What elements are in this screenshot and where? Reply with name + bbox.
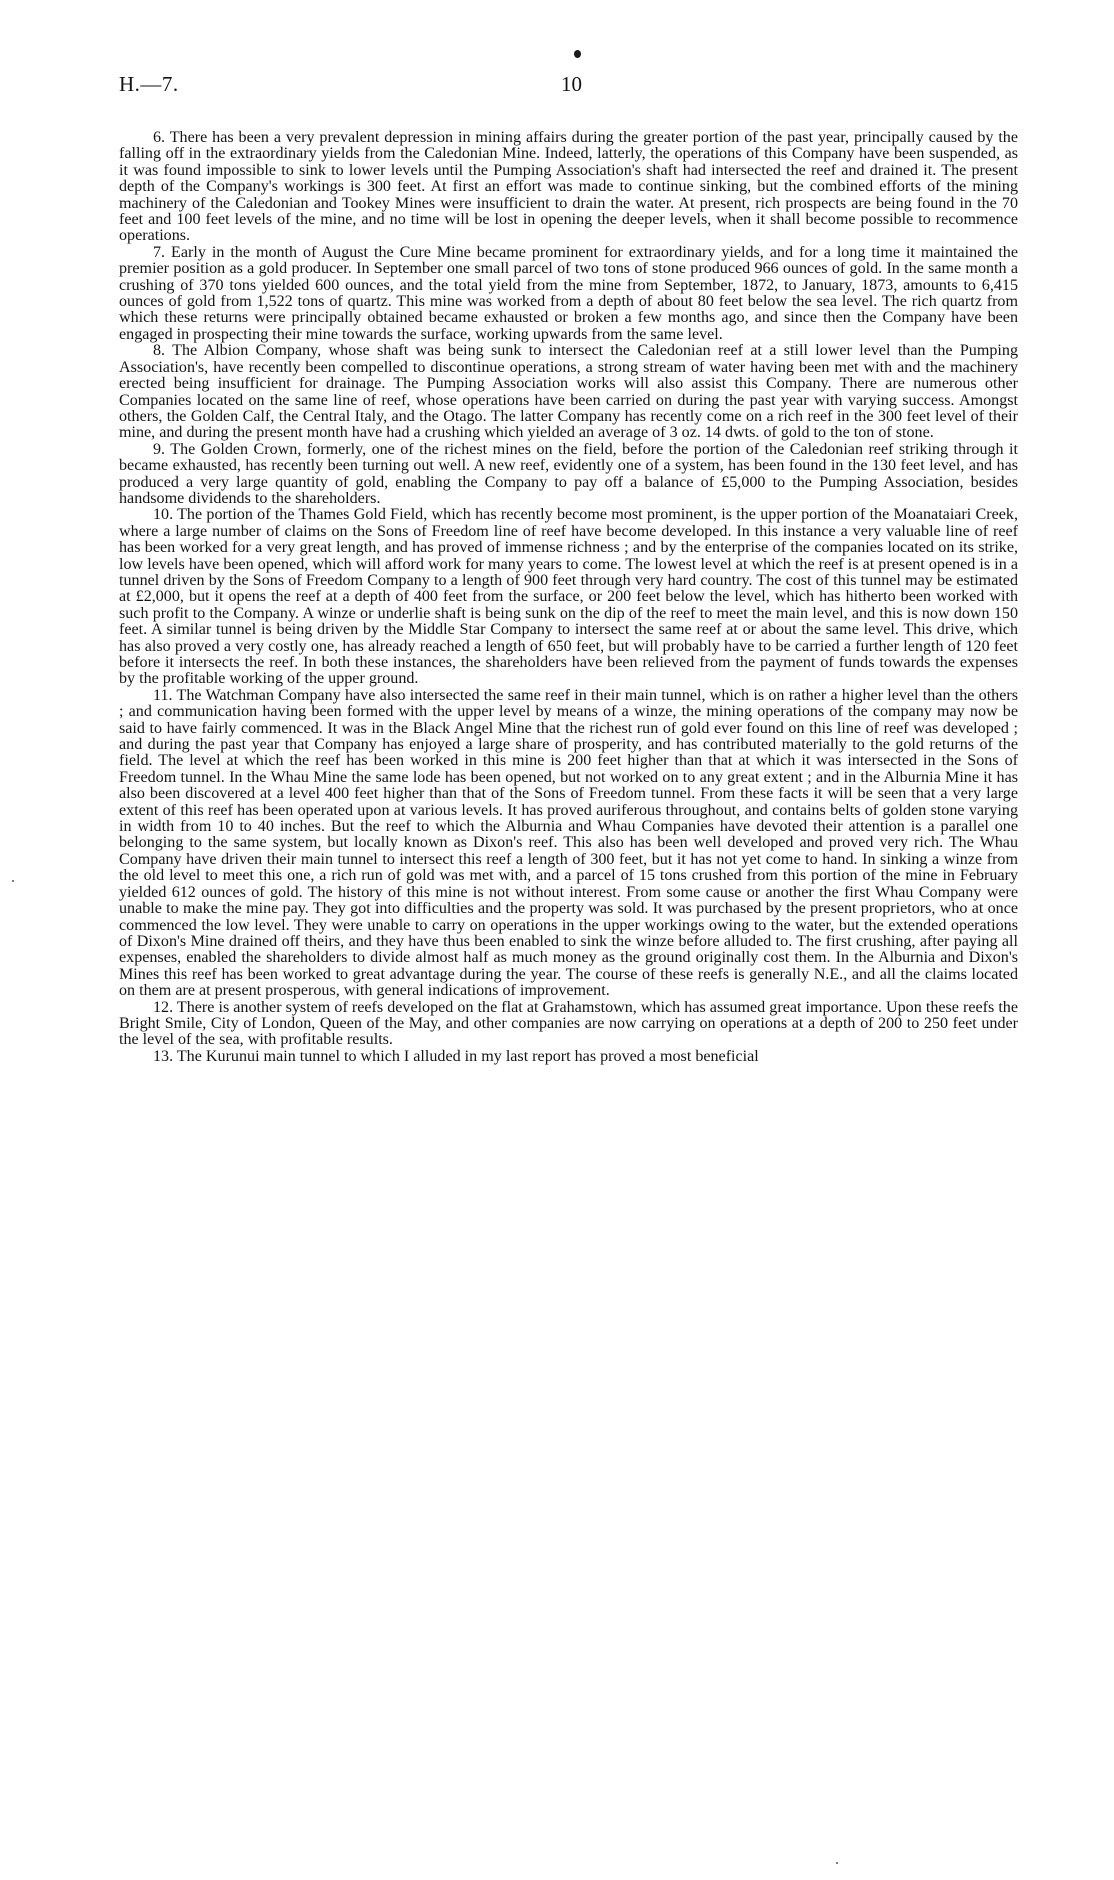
page-number: 10	[561, 72, 582, 96]
paragraph-7: 7. Early in the month of August the Cure Mine became prominent for extraordinary yields, and for a long time it maintained the premier position as a gold producer. In September one small parcel of two tons of stone produced 966 ounces of gold. In the same month a crushing of 370 tons yielded 600 ounces, and the total yield from the mine from September, 1872, to January, 1873, amounts to 6,415 ounces of gold from 1,522 tons of quartz. This mine was worked from a depth of about 80 feet below the sea level. The rich quartz from which these returns were principally obtained became exhausted or broken a few months ago, and since then the Company have been engaged in prospecting their mine towards the surface, working upwards from the same level.	[119, 243, 1018, 343]
scan-speck	[836, 1862, 838, 1864]
paragraph-11: 11. The Watchman Company have also intersected the same reef in their main tunnel, which is on rather a higher level than the others ; and communication having been formed with the upper level by means of a winze, the mining operations of the company may now be said to have fairly commenced. It was in the Black Angel Mine that the richest run of gold ever found on this line of reef was developed ; and during the past year that Company has enjoyed a large share of prosperity, and has contributed materially to the gold returns of the field. The level at which the reef has been worked in this mine is 200 feet higher than that at which it was intersected in the Sons of Freedom tunnel. In the Whau Mine the same lode has been opened, but not worked on to any great extent ; and in the Alburnia Mine it has also been discovered at a level 400 feet higher than that of the Sons of Freedom tunnel. From these facts it will be seen that a very large extent of this reef has been operated upon at various levels. It has proved auriferous throughout, and contains belts of golden stone varying in width from 10 to 40 inches. But the reef to which the Alburnia and Whau Companies have devoted their attention is a parallel one belonging to the same system, but locally known as Dixon's reef. This also has been well developed and proved very rich. The Whau Company have driven their main tunnel to intersect this reef a length of 300 feet, but it has not yet come to hand. In sinking a winze from the old level to meet this one, a rich run of gold was met with, and a parcel of 15 tons crushed from this portion of the mine in February yielded 612 ounces of gold. The history of this mine is not without interest. From some cause or another the first Whau Company were unable to make the mine pay. They got into difficulties and the property was sold. It was purchased by the present proprietors, who at once commenced the low level. They were unable to carry on operations in the upper workings owing to the water, but the extended operations of Dixon's Mine drained off theirs, and they have thus been enabled to sink the winze before alluded to. The first crushing, after paying all expenses, enabled the shareholders to divide almost half as much money as the ground originally cost them. In the Alburnia and Dixon's Mines this reef has been worked to great advantage during the year. The course of these reefs is generally N.E., and all the claims located on them are at present prosperous, with general indications of improvement.	[119, 686, 1018, 1000]
paragraph-6: 6. There has been a very prevalent depression in mining affairs during the greater portion of the past year, principally caused by the falling off in the extraordinary yields from the Caledonian Mine. Indeed, latterly, the operations of this Company have been suspended, as it was found impossible to sink to lower levels until the Pumping Association's shaft had intersected the reef and drained it. The present depth of the Company's workings is 300 feet. At first an effort was made to continue sinking, but the combined efforts of the mining machinery of the Caledonian and Tookey Mines were insufficient to drain the water. At present, rich prospects are being found in the 70 feet and 100 feet levels of the mine, and no time will be lost in opening the deeper levels, when it shall become possible to recommence operations.	[119, 129, 1018, 245]
document-reference: H.—7.	[119, 72, 179, 96]
paragraph-13: 13. The Kurunui main tunnel to which I alluded in my last report has proved a most beneficial	[153, 1047, 759, 1065]
scan-speck	[12, 880, 14, 882]
running-header	[119, 72, 1019, 102]
paragraph-10: 10. The portion of the Thames Gold Field, which has recently become most prominent, is the upper portion of the Moanataiari Creek, where a large number of claims on the Sons of Freedom line of reef have become developed. In this instance a very valuable line of reef has been worked for a very great length, and has proved of immense richness ; and by the enterprise of the companies located on its strike, low levels have been opened, which will afford work for many years to come. The lowest level at which the reef is at present opened is in a tunnel driven by the Sons of Freedom Company to a length of 900 feet through very hard country. The cost of this tunnel may be estimated at £2,000, but it opens the reef at a depth of 400 feet from the surface, or 200 feet below the level, which has hitherto been worked with such profit to the Company. A winze or underlie shaft is being sunk on the dip of the reef to meet the main level, and this is now down 150 feet. A similar tunnel is being driven by the Middle Star Company to intersect the same reef at or about the same level. This drive, which has also proved a very costly one, has already reached a length of 650 feet, but will probably have to be carried a further length of 120 feet before it intersects the reef. In both these instances, the shareholders have been relieved from the payment of funds towards the expenses by the profitable working of the upper ground.	[119, 506, 1018, 688]
paragraph-12: 12. There is another system of reefs developed on the flat at Grahamstown, which has assumed great importance. Upon these reefs the Bright Smile, City of London, Queen of the May, and other companies are now carrying on operations at a depth of 200 to 250 feet under the level of the sea, with profitable results.	[119, 998, 1018, 1049]
report-body	[119, 130, 1018, 1065]
ink-dot-mark	[574, 50, 581, 58]
paragraph-8: 8. The Albion Company, whose shaft was being sunk to intersect the Caledonian reef at a still lower level than the Pumping Association's, have recently been compelled to discontinue operations, a strong stream of water having been met with and the machinery erected being insufficient for drainage. The Pumping Association works will also assist this Company. There are numerous other Companies located on the same line of reef, whose operations have been carried on during the past year with varying success. Amongst others, the Golden Calf, the Central Italy, and the Otago. The latter Company has recently come on a rich reef in the 300 feet level of their mine, and during the present month have had a crushing which yielded an average of 3 oz. 14 dwts. of gold to the ton of stone.	[119, 342, 1018, 442]
paragraph-9: 9. The Golden Crown, formerly, one of the richest mines on the field, before the portion of the Caledonian reef striking through it became exhausted, has recently been turning out well. A new reef, evidently one of a system, has been found in the 130 feet level, and has produced a very large quantity of gold, enabling the Company to pay off a balance of £5,000 to the Pumping Association, besides handsome dividends to the shareholders.	[119, 440, 1018, 507]
